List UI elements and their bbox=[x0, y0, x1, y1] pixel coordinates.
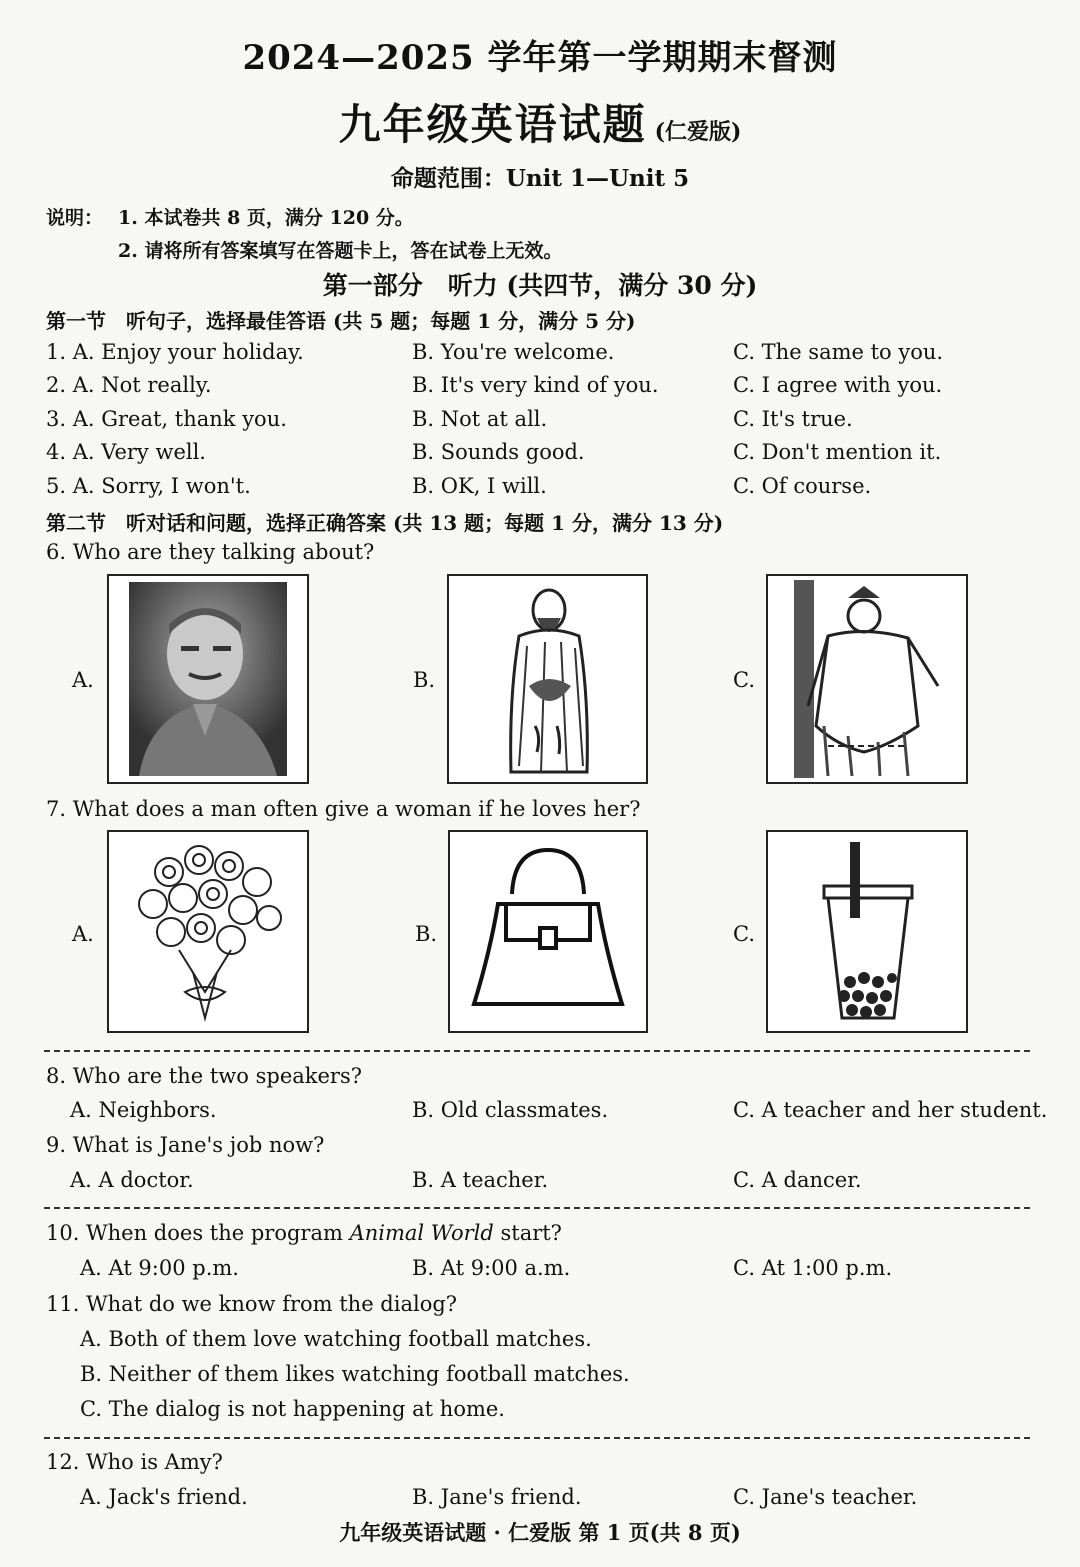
notes-label: 说明： bbox=[46, 207, 104, 229]
q2-option-b: B. It's very kind of you. bbox=[412, 373, 659, 397]
subject-title bbox=[0, 92, 1080, 152]
sage-drawing-image bbox=[447, 574, 648, 784]
q3-option-a: 3. A. Great, thank you. bbox=[46, 407, 287, 431]
divider bbox=[44, 1050, 1030, 1052]
q7-label-c: C. bbox=[733, 922, 755, 946]
q2-option-a: 2. A. Not really. bbox=[46, 373, 212, 397]
q6-label-b: B. bbox=[413, 668, 436, 692]
section1-title: 第一节 听句子，选择最佳答语 (共 5 题；每题 1 分，满分 5 分) bbox=[46, 309, 636, 333]
q12-option-c: C. Jane's teacher. bbox=[733, 1485, 918, 1509]
q11-stem: 11. What do we know from the dialog? bbox=[46, 1292, 458, 1316]
q11-option-c: C. The dialog is not happening at home. bbox=[80, 1397, 505, 1421]
q1-option-c: C. The same to you. bbox=[733, 340, 944, 364]
q10-option-c: C. At 1:00 p.m. bbox=[733, 1256, 893, 1280]
divider bbox=[44, 1437, 1030, 1439]
q10-stem-pre: 10. When does the program bbox=[46, 1221, 350, 1245]
scope-line: 命题范围：Unit 1—Unit 5 bbox=[390, 165, 690, 192]
q4-option-c: C. Don't mention it. bbox=[733, 440, 942, 464]
q1-option-b: B. You're welcome. bbox=[412, 340, 615, 364]
q7-label-a: A. bbox=[72, 922, 94, 946]
q6-stem: 6. Who are they talking about? bbox=[46, 540, 375, 564]
q8-stem: 8. Who are the two speakers? bbox=[46, 1064, 362, 1088]
q9-stem: 9. What is Jane's job now? bbox=[46, 1133, 325, 1157]
q8-option-c: C. A teacher and her student. bbox=[733, 1098, 1048, 1122]
q12-option-b: B. Jane's friend. bbox=[412, 1485, 582, 1509]
q10-option-a: A. At 9:00 p.m. bbox=[80, 1256, 239, 1280]
general-drawing-image bbox=[766, 574, 968, 784]
q8-option-b: B. Old classmates. bbox=[412, 1098, 609, 1122]
q5-option-b: B. OK, I will. bbox=[412, 474, 547, 498]
section2-title: 第二节 听对话和问题，选择正确答案 (共 13 题；每题 1 分，满分 13 分) bbox=[46, 511, 724, 535]
q7-stem: 7. What does a man often give a woman if he loves her? bbox=[46, 797, 641, 821]
edition-label: (仁爱版) bbox=[654, 119, 742, 145]
q3-option-c: C. It's true. bbox=[733, 407, 853, 431]
exam-title: 2024—2025 学年第一学期期末督测 bbox=[242, 38, 838, 78]
q5-option-a: 5. A. Sorry, I won't. bbox=[46, 474, 251, 498]
q6-label-a: A. bbox=[72, 668, 94, 692]
subject-name: 九年级英语试题 bbox=[338, 100, 647, 149]
rose-bouquet-image bbox=[107, 830, 309, 1033]
q9-option-c: C. A dancer. bbox=[733, 1168, 862, 1192]
q4-option-a: 4. A. Very well. bbox=[46, 440, 206, 464]
q9-option-a: A. A doctor. bbox=[70, 1168, 194, 1192]
q10-stem-post: start? bbox=[493, 1221, 562, 1245]
handbag-image bbox=[448, 830, 648, 1033]
q11-option-b: B. Neither of them likes watching football matches. bbox=[80, 1362, 630, 1386]
q3-option-b: B. Not at all. bbox=[412, 407, 548, 431]
note-item: 1. 本试卷共 8 页，满分 120 分。 bbox=[118, 207, 414, 229]
q12-option-a: A. Jack's friend. bbox=[80, 1485, 248, 1509]
note-item: 2. 请将所有答案填写在答题卡上，答在试卷上无效。 bbox=[118, 240, 563, 262]
q12-stem: 12. Who is Amy? bbox=[46, 1450, 223, 1474]
portrait-image bbox=[107, 574, 309, 784]
q7-label-b: B. bbox=[415, 922, 438, 946]
bubble-tea-image bbox=[766, 830, 968, 1033]
divider bbox=[44, 1207, 1030, 1209]
part1-title: 第一部分 听力 (共四节，满分 30 分) bbox=[322, 271, 758, 300]
q9-option-b: B. A teacher. bbox=[412, 1168, 549, 1192]
q1-option-a: 1. A. Enjoy your holiday. bbox=[46, 340, 304, 364]
q2-option-c: C. I agree with you. bbox=[733, 373, 943, 397]
q11-option-a: A. Both of them love watching football matches. bbox=[80, 1327, 592, 1351]
q8-option-a: A. Neighbors. bbox=[70, 1098, 217, 1122]
q6-label-c: C. bbox=[733, 668, 755, 692]
q4-option-b: B. Sounds good. bbox=[412, 440, 585, 464]
page-footer: 九年级英语试题 · 仁爱版 第 1 页(共 8 页) bbox=[339, 1520, 741, 1545]
q10-stem-program: Animal World bbox=[349, 1221, 494, 1245]
q10-stem bbox=[46, 1221, 562, 1245]
q10-option-b: B. At 9:00 a.m. bbox=[412, 1256, 571, 1280]
q5-option-c: C. Of course. bbox=[733, 474, 872, 498]
